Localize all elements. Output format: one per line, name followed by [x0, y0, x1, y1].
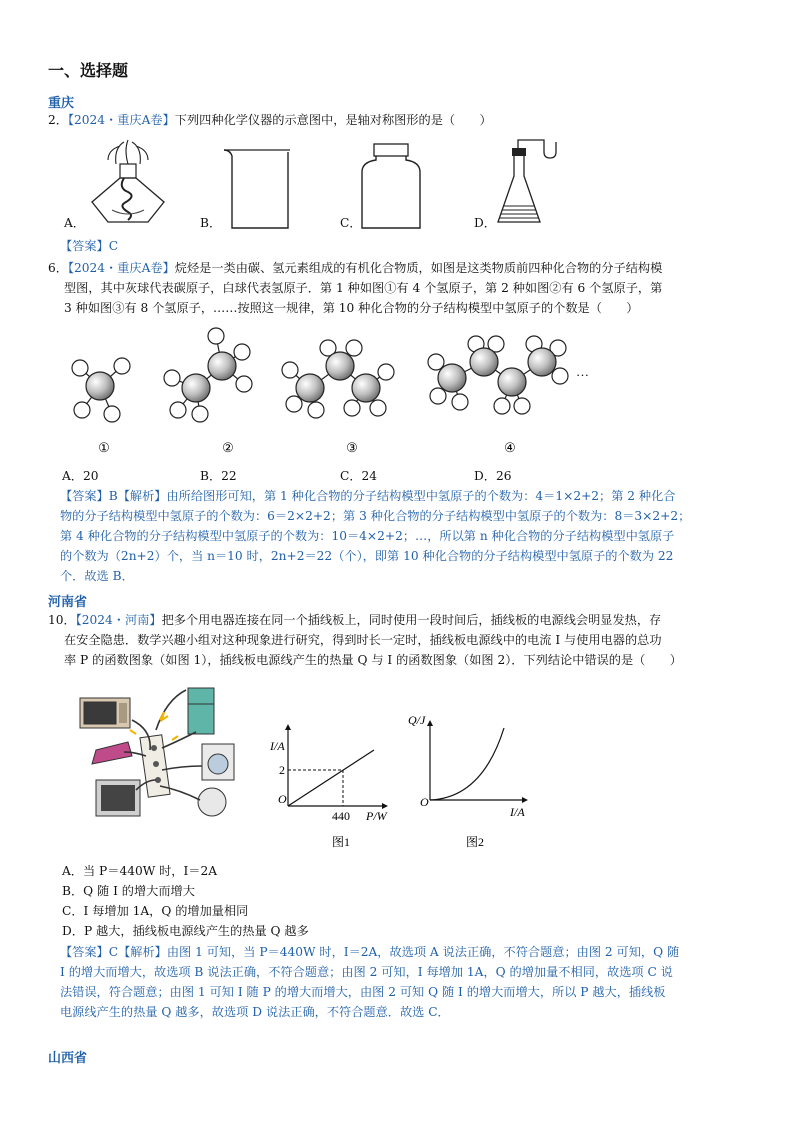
question-10-answer: 【答案】C【解析】由图 1 可知，当 P＝440W 时，I＝2A，故选项 A 说法正确，不符合题意；由图 2 可知，Q 随 I 的增大而增大，故选项 B 说法正确，不符合题意；由图 2 可知，I 每增加 1A，Q 的增加量不相同，故选项 C 说 法错误，符合题意；由图 1 可知 I 随 P 的增大而增大，由图 2 可知 Q 随 I 的增大而增大，所以 P 越大，插线板 电源线产生的热量 Q 越多，故选项 D 说法正确，不符合题意．故选 C． — [60, 945, 680, 1019]
graph-1-current-vs-power — [262, 712, 412, 852]
analysis-label: 【解析】 — [118, 945, 167, 959]
answer-value: C — [108, 239, 119, 253]
graph-1-xlabel: P/W — [366, 809, 387, 823]
graph-1-y-tick: 2 — [279, 763, 285, 777]
question-number: 2． — [48, 113, 68, 127]
graph-1-caption: 图1 — [332, 835, 351, 849]
q6-option-d: D．26 — [474, 469, 512, 483]
graph-1-x-tick: 440 — [332, 809, 350, 823]
region-heading-shanxi: 山西省 — [48, 1051, 88, 1066]
graph-1-ylabel: I/A — [270, 739, 285, 753]
methane-model — [72, 358, 130, 422]
answer-value: C — [108, 945, 119, 959]
curve-graph — [430, 728, 504, 800]
source-tag: 【2024・重庆A卷】 — [67, 113, 175, 127]
ellipsis: … — [576, 364, 589, 379]
graph-2-origin: O — [420, 795, 429, 809]
conical-flask-icon — [494, 138, 560, 232]
stem-text: 下列四种化学仪器的示意图中，是轴对称图形的是（ ） — [174, 113, 492, 127]
question-2-stem — [48, 110, 492, 130]
q10-options — [62, 861, 309, 941]
answer-value: B — [108, 489, 118, 503]
figure-label-3: ③ — [346, 440, 358, 455]
question-number: 6． — [48, 261, 68, 275]
answer-label: 【答案】 — [60, 489, 109, 503]
region-heading-chongqing: 重庆 — [48, 96, 75, 111]
section-title: 一、选择题 — [48, 61, 129, 80]
stem-line-3: 3 种如图③有 8 个氢原子，……按照这一规律，第 10 种化合物的分子结构模型中氢原子的个数是（ ） — [64, 301, 639, 315]
question-10-stem: 10．【2024・河南】把多个用电器连接在同一个插线板上，同时使用一段时间后，插线板的电源线会明显发热，存 在安全隐患．数学兴趣小组对这种现象进行研究，得到时长一定时，插线板电源线中的电流 I 与使用电器的总功 率 P 的函数图象（如图 1），插线板电源线产生的热量 Q 与 I 的函数图象（如图 2）．下列结论中错误的是（ ） — [48, 613, 682, 667]
source-tag: 【2024・河南】 — [75, 613, 162, 627]
q10-option-d: D．P 越大，插线板电源线产生的热量 Q 越多 — [62, 924, 309, 938]
alcohol-lamp-icon — [84, 138, 172, 232]
q10-option-c: C．I 每增加 1A，Q 的增加量相同 — [62, 904, 249, 918]
graph-2-ylabel: Q/J — [408, 713, 426, 727]
propane-model — [282, 340, 394, 418]
molecule-figures — [60, 322, 620, 462]
option-a-label: A． — [64, 216, 85, 230]
option-c-label: C． — [340, 216, 362, 230]
appliances-illustration — [76, 680, 248, 830]
question-2-answer — [60, 236, 118, 256]
line-graph — [288, 750, 374, 806]
stem-line-1: 6．【2024・重庆A卷】烷烃是一类由碳、氢元素组成的有机化合物质，如图是这类物质前四种化合物的分子结构模 — [48, 261, 663, 275]
graph-2-caption: 图2 — [466, 835, 485, 849]
figure-label-2: ② — [222, 440, 234, 455]
q6-option-c: C．24 — [340, 469, 378, 483]
question-number: 10． — [48, 613, 76, 627]
q6-option-b: B．22 — [200, 469, 237, 483]
region-heading-henan: 河南省 — [48, 595, 88, 610]
option-d-label: D． — [474, 216, 496, 230]
figure-label-4: ④ — [504, 440, 516, 455]
butane-model — [428, 336, 568, 414]
question-6-answer: 【答案】B【解析】由所给图形可知，第 1 种化合物的分子结构模型中氢原子的个数为：4＝1×2+2；第 2 种化合 物的分子结构模型中氢原子的个数为：6＝2×2+2；第 3 种化合物的分子结构模型中氢原子的个数为：8＝3×2+2； 第 4 种化合物的分子结构模型中氢原子的个数为：10＝4×2+2；…，所以第 n 种化合物的分子结构模型中氢原子 的个数为（2n+2）个，当 n＝10 时，2n+2＝22（个），即第 10 种化合物的分子结构模型中氢原子的个数为 22 个．故选 B． — [60, 489, 691, 583]
beaker-icon — [220, 146, 294, 232]
figure-label-1: ① — [98, 440, 110, 455]
analysis-label: 【解析】 — [117, 489, 167, 503]
instrument-figures — [62, 138, 552, 234]
wide-mouth-bottle-icon — [360, 142, 422, 232]
stem-line-2: 型图，其中灰球代表碳原子，白球代表氢原子．第 1 种如图①有 4 个氢原子，第 2 种如图②有 6 个氢原子，第 — [64, 281, 663, 295]
option-b-label: B． — [200, 216, 222, 230]
answer-label: 【答案】 — [60, 945, 109, 959]
source-tag: 【2024・重庆A卷】 — [67, 261, 175, 275]
question-6-stem — [48, 258, 744, 318]
answer-label: 【答案】 — [60, 239, 109, 253]
graph-2-xlabel: I/A — [510, 805, 525, 819]
q10-option-b: B．Q 随 I 的增大而增大 — [62, 884, 195, 898]
ethane-model — [164, 328, 252, 422]
graph-2-heat-vs-current — [404, 712, 544, 852]
q6-option-a: A．20 — [62, 469, 99, 483]
q10-option-a: A．当 P＝440W 时，I＝2A — [62, 864, 218, 878]
graph-1-origin: O — [278, 792, 287, 806]
